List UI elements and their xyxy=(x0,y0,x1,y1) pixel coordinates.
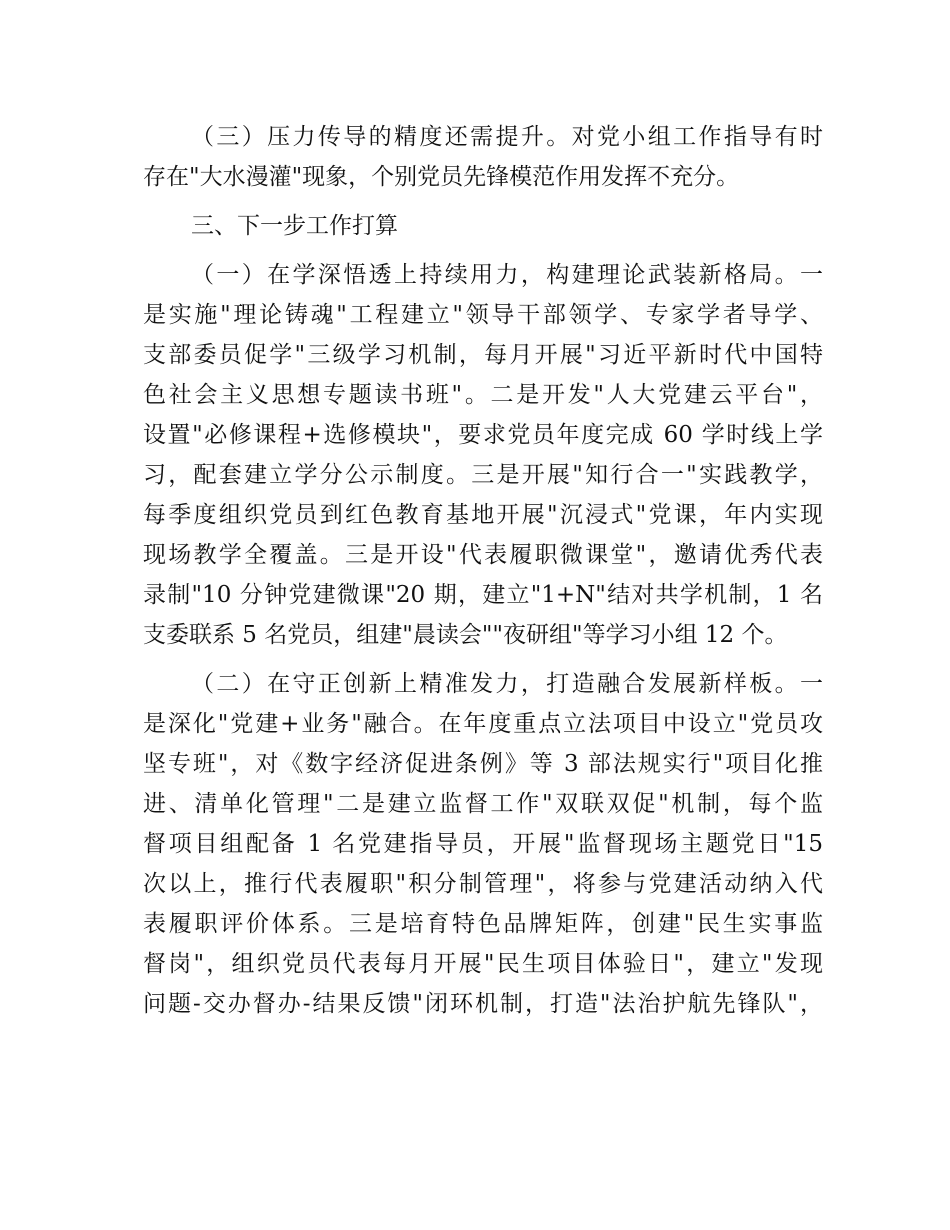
paragraph-2-line-7: 表履职评价体系。三是培育特色品牌矩阵，创建"民生实事监 xyxy=(143,911,823,937)
paragraph-2-line-5: 督项目组配备 1 名党建指导员，开展"监督现场主题党日"15 xyxy=(143,831,823,857)
paragraph-2-line-4: 进、清单化管理"二是建立监督工作"双联双促"机制，每个监 xyxy=(143,791,823,817)
paragraph-1-line-9: 录制"10 分钟党建微课"20 期，建立"1+N"结对共学机制，1 名 xyxy=(143,582,823,608)
paragraph-1-line-6: 习，配套建立学分公示制度。三是开展"知行合一"实践教学， xyxy=(143,462,823,488)
paragraph-1-line-7: 每季度组织党员到红色教育基地开展"沉浸式"党课，年内实现 xyxy=(143,502,823,528)
paragraph-1-line-2: 是实施"理论铸魂"工程建立"领导干部领学、专家学者导学、 xyxy=(143,302,823,328)
paragraph-3-line-2: 存在"大水漫灌"现象，个别党员先锋模范作用发挥不充分。 xyxy=(143,164,740,190)
paragraph-2-line-6: 次以上，推行代表履职"积分制管理"，将参与党建活动纳入代 xyxy=(143,871,823,897)
paragraph-3-line-1: （三）压力传导的精度还需提升。对党小组工作指导有时 xyxy=(191,124,823,150)
document-body xyxy=(143,117,823,1024)
section-heading: 三、下一步工作打算 xyxy=(191,213,398,239)
paragraph-2-line-1: （二）在守正创新上精准发力，打造融合发展新样板。一 xyxy=(191,671,823,697)
paragraph-2-line-2: 是深化"党建+业务"融合。在年度重点立法项目中设立"党员攻 xyxy=(143,711,823,737)
paragraph-1-line-8: 现场教学全覆盖。三是开设"代表履职微课堂"，邀请优秀代表 xyxy=(143,542,823,568)
paragraph-1-line-3: 支部委员促学"三级学习机制，每月开展"习近平新时代中国特 xyxy=(143,342,823,368)
paragraph-1-line-1: （一）在学深悟透上持续用力，构建理论武装新格局。一 xyxy=(191,262,823,288)
paragraph-1-line-4: 色社会主义思想专题读书班"。二是开发"人大党建云平台"， xyxy=(143,382,823,408)
paragraph-2-line-3: 坚专班"，对《数字经济促进条例》等 3 部法规实行"项目化推 xyxy=(143,751,823,777)
paragraph-1-line-5: 设置"必修课程+选修模块"，要求党员年度完成 60 学时线上学 xyxy=(143,422,823,448)
paragraph-2-line-8: 督岗"，组织党员代表每月开展"民生项目体验日"，建立"发现 xyxy=(143,951,823,977)
paragraph-1-line-10: 支委联系 5 名党员，组建"晨读会""夜研组"等学习小组 12 个。 xyxy=(143,622,788,648)
paragraph-2-line-9: 问题-交办督办-结果反馈"闭环机制，打造"法治护航先锋队"， xyxy=(143,991,823,1017)
